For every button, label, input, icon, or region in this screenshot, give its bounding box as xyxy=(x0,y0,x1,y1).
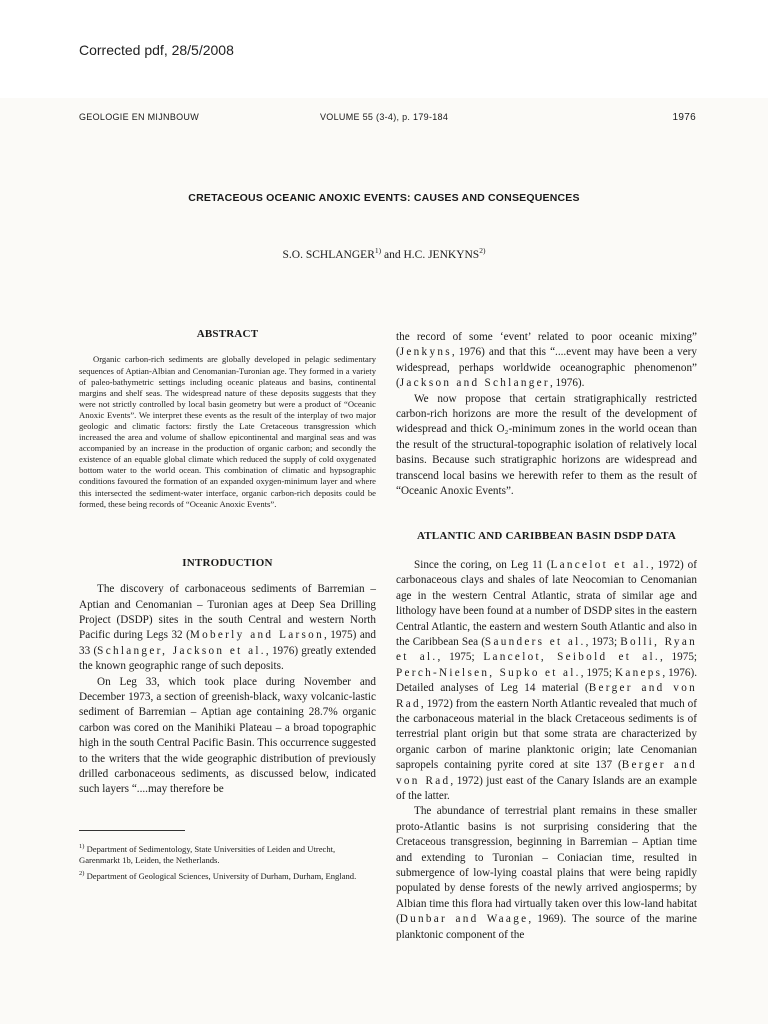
volume-info: VOLUME 55 (3-4), p. 179-184 xyxy=(320,112,449,122)
citation: Saunders et al. xyxy=(484,635,586,648)
citation: Dunbar and Waage xyxy=(399,913,529,926)
footnote-marker: 2) xyxy=(479,246,486,255)
citation: Jenkyns xyxy=(399,346,452,359)
author-line xyxy=(0,246,768,261)
footnote-marker: 1) xyxy=(79,842,85,850)
citation: Perch-Nielsen, Supko et al. xyxy=(396,666,581,679)
footnote-marker: 1) xyxy=(374,246,382,255)
footnote xyxy=(79,868,376,882)
left-column xyxy=(79,327,376,884)
body-paragraph xyxy=(396,804,697,943)
introduction-paragraph: On Leg 33, which took place during November and December 1973, a section of greenish-black, waxy volcanic-lastic sediment of Barremian – Aptian age containing 28.7% organic carbon was cored on the Manihiki Plateau – a broad topographic high in the south Central Pacific Basin. This occurrence suggested to the writers that the wide geographic distribution of previously drilled carbonaceous sediments, as discussed below, indicated such layers “....may therefore be xyxy=(79,675,376,796)
article-title: CRETACEOUS OCEANIC ANOXIC EVENTS: CAUSES AND CONSEQUENCES xyxy=(188,192,580,204)
citation: Bolli, Ryan et al. xyxy=(396,635,697,664)
text-run: , 1975; xyxy=(580,666,615,679)
citation: Moberly and Larson xyxy=(189,629,324,642)
text-run: , 1976) greatly extended the known geographic range of such deposits. xyxy=(79,644,376,673)
publication-year: 1976 xyxy=(672,112,696,123)
footnote-text: Department of Sedimentology, State Universities of Leiden and Utrecht, Garenmarkt 1b, Leiden, the Netherlands. xyxy=(79,843,336,865)
text-run: Since the coring, on Leg 11 ( xyxy=(414,558,551,571)
citation: Berger and von Rad xyxy=(396,759,697,787)
abstract-text: Organic carbon-rich sediments are globally developed in pelagic sedimentary sequences of Aptian-Albian and Cenomanian-Turonian age. They formed in a variety of paleo-bathymetric settings including oceanic plateaus and basins, continental margins and shelf seas. The widespread nature of these deposits suggests that they were not strictly controlled by local basin geometry but were a product of “Oceanic Anoxic Events”. We interpret these events as the result of the interplay of two major geologic and climatic factors: firstly the Late Cretaceous transgression which increased the area and volume of shallow epicontinental and marginal seas and was accompanied by an increase in the production of organic carbon; and secondly the existence of an equable global climate which reduced the supply of cold oxygenated bottom water to the world ocean. This combination of climatic and hypsographic conditions favoured the formation of an expanded oxygen-minimum layer and where this intersected the sediment-water interface, organic carbon-rich deposits could be formed, these being records of “Oceanic Anoxic Events”. xyxy=(79,354,376,509)
citation: Berger and von Rad xyxy=(396,682,697,710)
author-conjunction: and xyxy=(384,248,401,261)
text-run: , 1972) of carbonaceous clays and shales of late Neocomian to Cenomanian age in the western Central Atlantic, strata of similar age and lithology have been found at a number of DSDP sites in the eastern Central Atlantic, the eastern and western South Atlantic and also in the Caribbean Sea ( xyxy=(396,558,697,648)
author-name: S.O. SCHLANGER xyxy=(282,248,375,261)
text-run: , 1976) and that this “....event may have been a very widespread, perhaps worldwide oceanographic phenomenon” ( xyxy=(396,346,697,390)
corrected-note: Corrected pdf, 28/5/2008 xyxy=(79,42,234,58)
footnote-marker: 2) xyxy=(79,869,85,877)
text-run: , 1972) just east of the Canary Islands are an example of the latter. xyxy=(396,774,697,802)
text-run: , 1969). The source of the marine planktonic component of the xyxy=(396,913,697,941)
text-run: , 1973; xyxy=(585,635,621,648)
right-column xyxy=(396,330,697,943)
body-paragraph xyxy=(396,558,697,805)
text-run: The abundance of terrestrial plant remains in these smaller proto-Atlantic basins is not surprising considering that the Cretaceous transgression, beginning in Barremian – Aptian time and extending to Turonian – Coniacian time, resulted in submergence of low-lying coastal plains that were being rapidly populated by dense forests of the newly arrived angiosperms; by Albian time this flora had virtually taken over this low-land habitat ( xyxy=(396,805,697,926)
footnote-divider xyxy=(79,830,185,831)
body-paragraph xyxy=(396,330,697,392)
citation: Lancelot, Seibold et al. xyxy=(483,651,660,664)
citation: Schlanger, Jackson et al. xyxy=(97,644,266,657)
text-run: , 1976). Detailed analyses of Leg 14 material ( xyxy=(396,666,697,695)
footnote xyxy=(79,841,376,866)
text-run: , 1976). xyxy=(549,377,585,390)
abstract-heading: ABSTRACT xyxy=(196,328,259,340)
citation: Lancelot et al. xyxy=(550,558,651,571)
author-name: H.C. JENKYNS xyxy=(403,248,480,261)
introduction-paragraph xyxy=(79,582,376,674)
text-run: , 1975; xyxy=(437,651,484,664)
text-run: , 1972) from the eastern North Atlantic revealed that much of the carbonaceous material in the black Cretaceous sediments is of terrestrial plant origin but that some strata are characterized by organic carbon of marine planktonic origin; late Cenomanian sapropels containing pyrite cored at site 137 ( xyxy=(396,697,697,772)
citation: Jackson and Schlanger xyxy=(399,377,550,390)
introduction-heading: INTRODUCTION xyxy=(182,556,273,569)
text-run: the record of some ‘event’ related to poor oceanic mixing” ( xyxy=(396,331,697,359)
journal-name: GEOLOGIE EN MIJNBOUW xyxy=(79,112,200,122)
atlantic-section-heading: ATLANTIC AND CARIBBEAN BASIN DSDP DATA xyxy=(416,530,677,543)
text-run: , 1975; xyxy=(659,651,698,664)
citation: Kaneps xyxy=(614,666,663,679)
body-paragraph: We now propose that certain stratigraphically restricted carbon-rich horizons are more the result of the development of widespread and thick O₂-minimum zones in the world ocean than the result of the structural-topographic isolation of relatively local basins. Because such stratigraphic horizons are widespread and transcend local basins we herewith refer to them as the result of “Oceanic Anoxic Events”. xyxy=(396,392,697,498)
text-run: The discovery of carbonaceous sediments of Barremian – Aptian and Cenomanian – Turonian ages at Deep Sea Drilling Project (DSDP) sites in the south Central and western North Pacific during Legs 32 ( xyxy=(79,583,376,642)
text-run: , 1975) and 33 ( xyxy=(79,629,376,657)
footnote-text: Department of Geological Sciences, University of Durham, Durham, England. xyxy=(86,870,357,881)
